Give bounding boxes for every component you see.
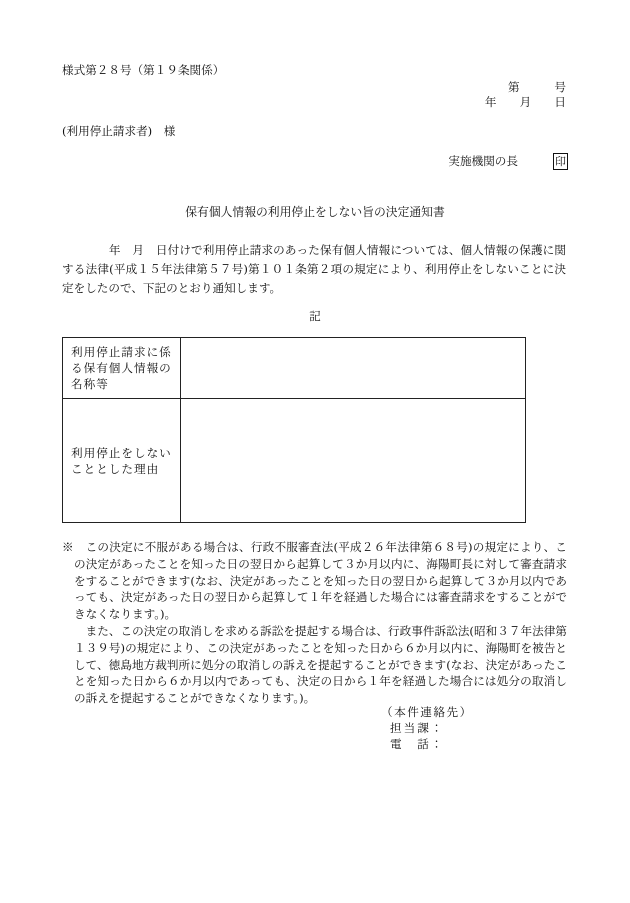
personal-info-name-value [181,338,526,399]
recipient-line: (利用停止請求者) 様 [62,124,176,138]
ki-heading: 記 [309,309,321,323]
issue-date: 年 月 日 [484,95,566,109]
appeal-note-review: ※ この決定に不服がある場合は、行政不服審査法(平成２６年法律第６８号)の規定により、この決定があったことを知った日の翌日から起算して３か月以内に、海陽町長に対して審査請求をすることができます(なお、決定があったことを知った日の翌日から起算して３か月以内であっても、決定があった日の翌日から起算して１年を経過した場合には審査請求をすることができなくなります。)。 [62,540,567,622]
contact-heading: （本件連絡先） [381,705,473,719]
table-row [63,338,526,399]
seal-stamp-box: 印 [555,155,566,168]
sender-title: 実施機関の長 [448,154,518,168]
appeal-note-lawsuit: また、この決定の取消しを求める訴訟を提起する場合は、行政事件訴訟法(昭和３７年法律第１３９号)の規定により、この決定があったことを知った日から６か月以内に、海陽町を被告として、徳島地方裁判所に処分の取消しの訴えを提起することができます(なお、決定があったことを知った日から６か月以内であっても、決定の日から１年を経過した場合には処分の取消しの訴えを提起することができなくなります。)。 [74,623,567,706]
contact-department-label: 担当課： [390,721,445,735]
notice-body: 年 月 日付けで利用停止請求のあった保有個人情報については、個人情報の保護に関する法律(平成１５年法律第５７号)第１０１条第２項の規定により、利用停止をしないことに決定をしたので、下記のとおり通知します。 [62,243,566,295]
form-number: 様式第２８号（第１９条関係） [62,63,225,77]
document-number: 第 号 [508,80,566,94]
appeal-notes [62,539,567,707]
reason-label: 利用停止をしないこととした理由 [63,399,181,523]
reason-value [181,399,526,523]
details-table [62,337,526,523]
document-title: 保有個人情報の利用停止をしない旨の決定通知書 [185,205,445,219]
contact-phone-label: 電 話： [390,737,445,751]
personal-info-name-label: 利用停止請求に係る保有個人情報の名称等 [63,338,181,399]
table-row [63,399,526,523]
